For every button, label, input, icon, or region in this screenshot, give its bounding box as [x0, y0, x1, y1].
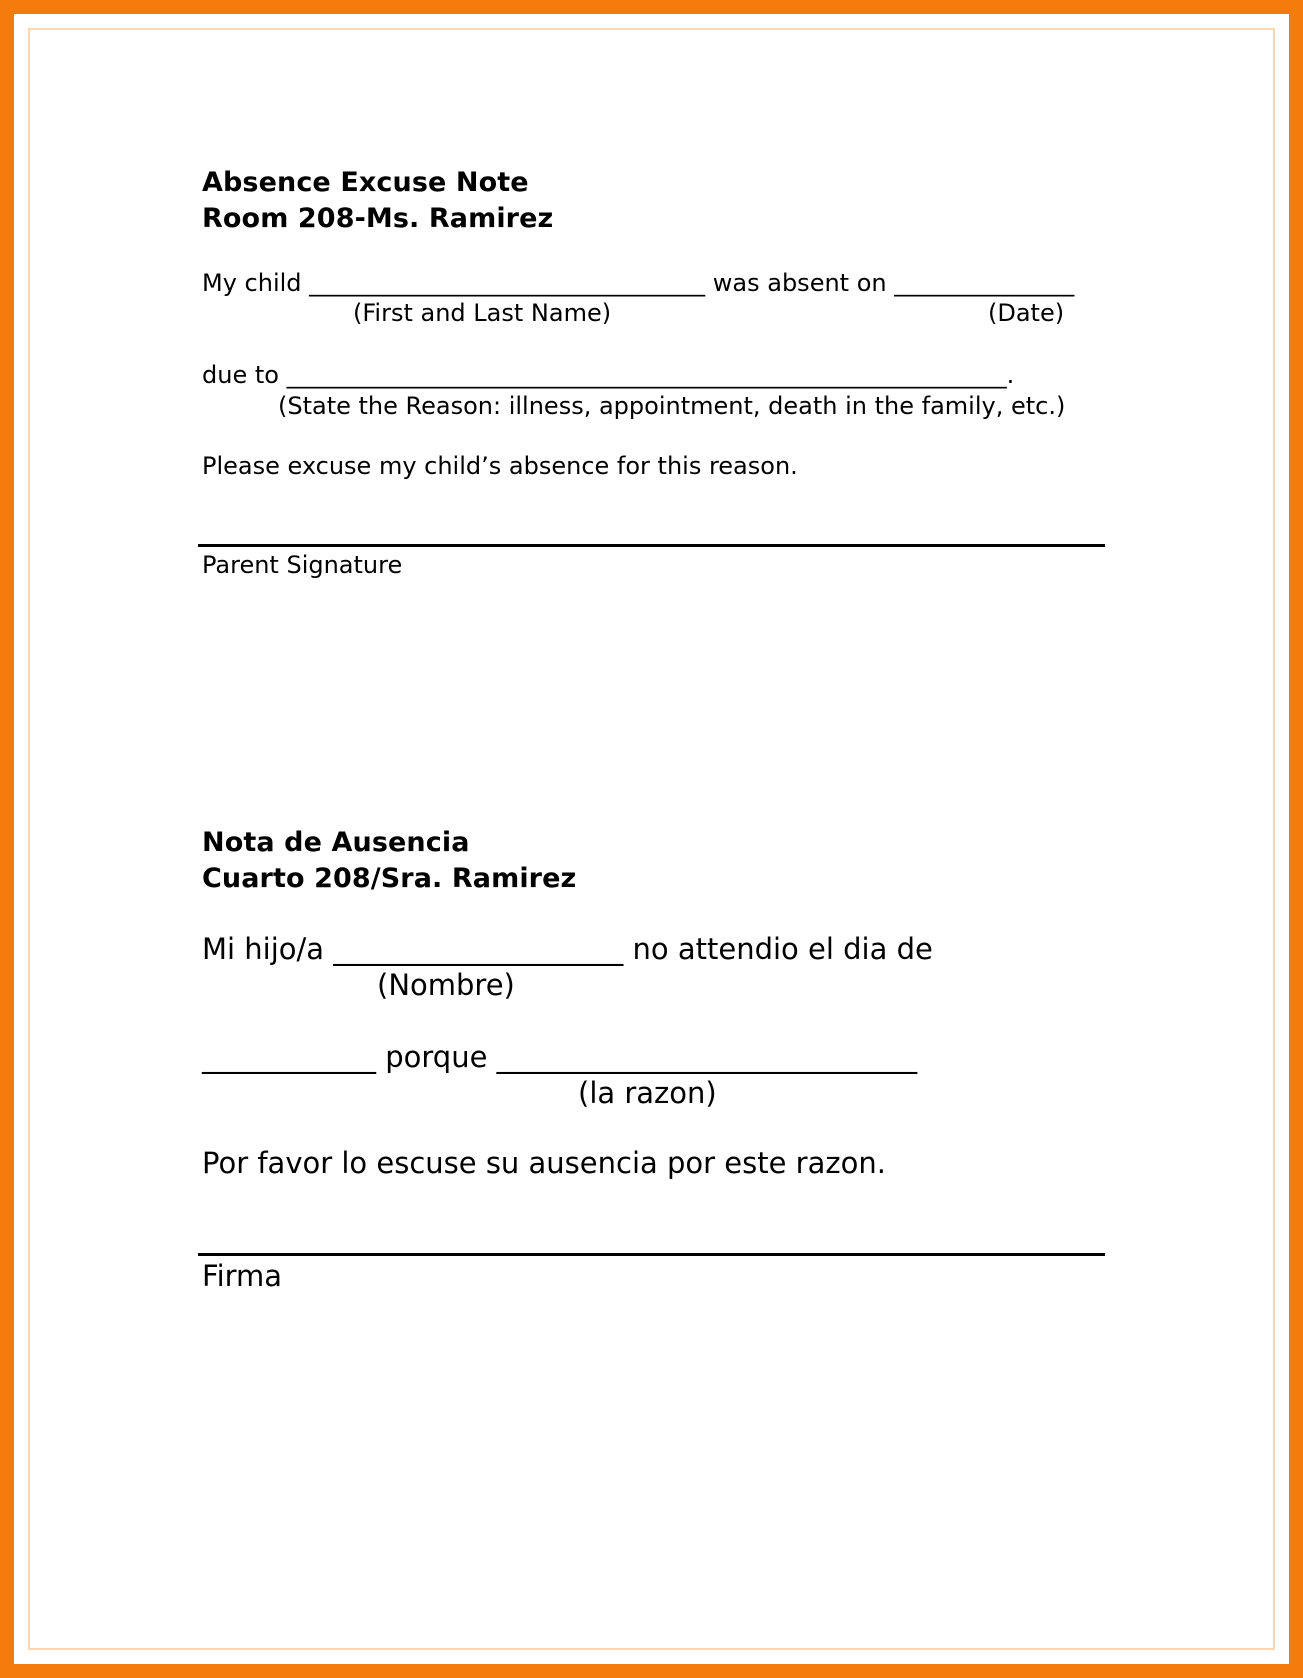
english-reason-hint: (State the Reason: illness, appointment, death in the family, etc.)	[278, 392, 1066, 420]
english-signature-label: Parent Signature	[202, 551, 403, 579]
english-name-hint: (First and Last Name)	[353, 299, 612, 327]
spanish-excuse-text: Por favor lo escuse su ausencia por este razon.	[202, 1146, 886, 1180]
english-room: Room 208-Ms. Ramirez	[202, 203, 554, 234]
english-title: Absence Excuse Note	[202, 167, 529, 198]
english-signature-line	[198, 544, 1105, 547]
spanish-signature-label: Firma	[202, 1259, 283, 1293]
english-excuse-text: Please excuse my child’s absence for this reason.	[202, 452, 798, 480]
spanish-reason-hint: (la razon)	[578, 1076, 717, 1110]
english-child-line: My child _________________________________ was absent on _______________	[202, 269, 1075, 297]
spanish-name-hint: (Nombre)	[377, 968, 515, 1002]
spanish-room: Cuarto 208/Sra. Ramirez	[202, 863, 577, 894]
spanish-reason-line: ____________ porque _____________________________	[202, 1040, 918, 1074]
spanish-title: Nota de Ausencia	[202, 827, 470, 858]
english-reason-line: due to ____________________________________________________________.	[202, 361, 1015, 389]
spanish-child-line: Mi hijo/a ____________________ no attendio el dia de	[202, 932, 933, 966]
english-date-hint: (Date)	[988, 299, 1065, 327]
spanish-signature-line	[198, 1253, 1105, 1256]
